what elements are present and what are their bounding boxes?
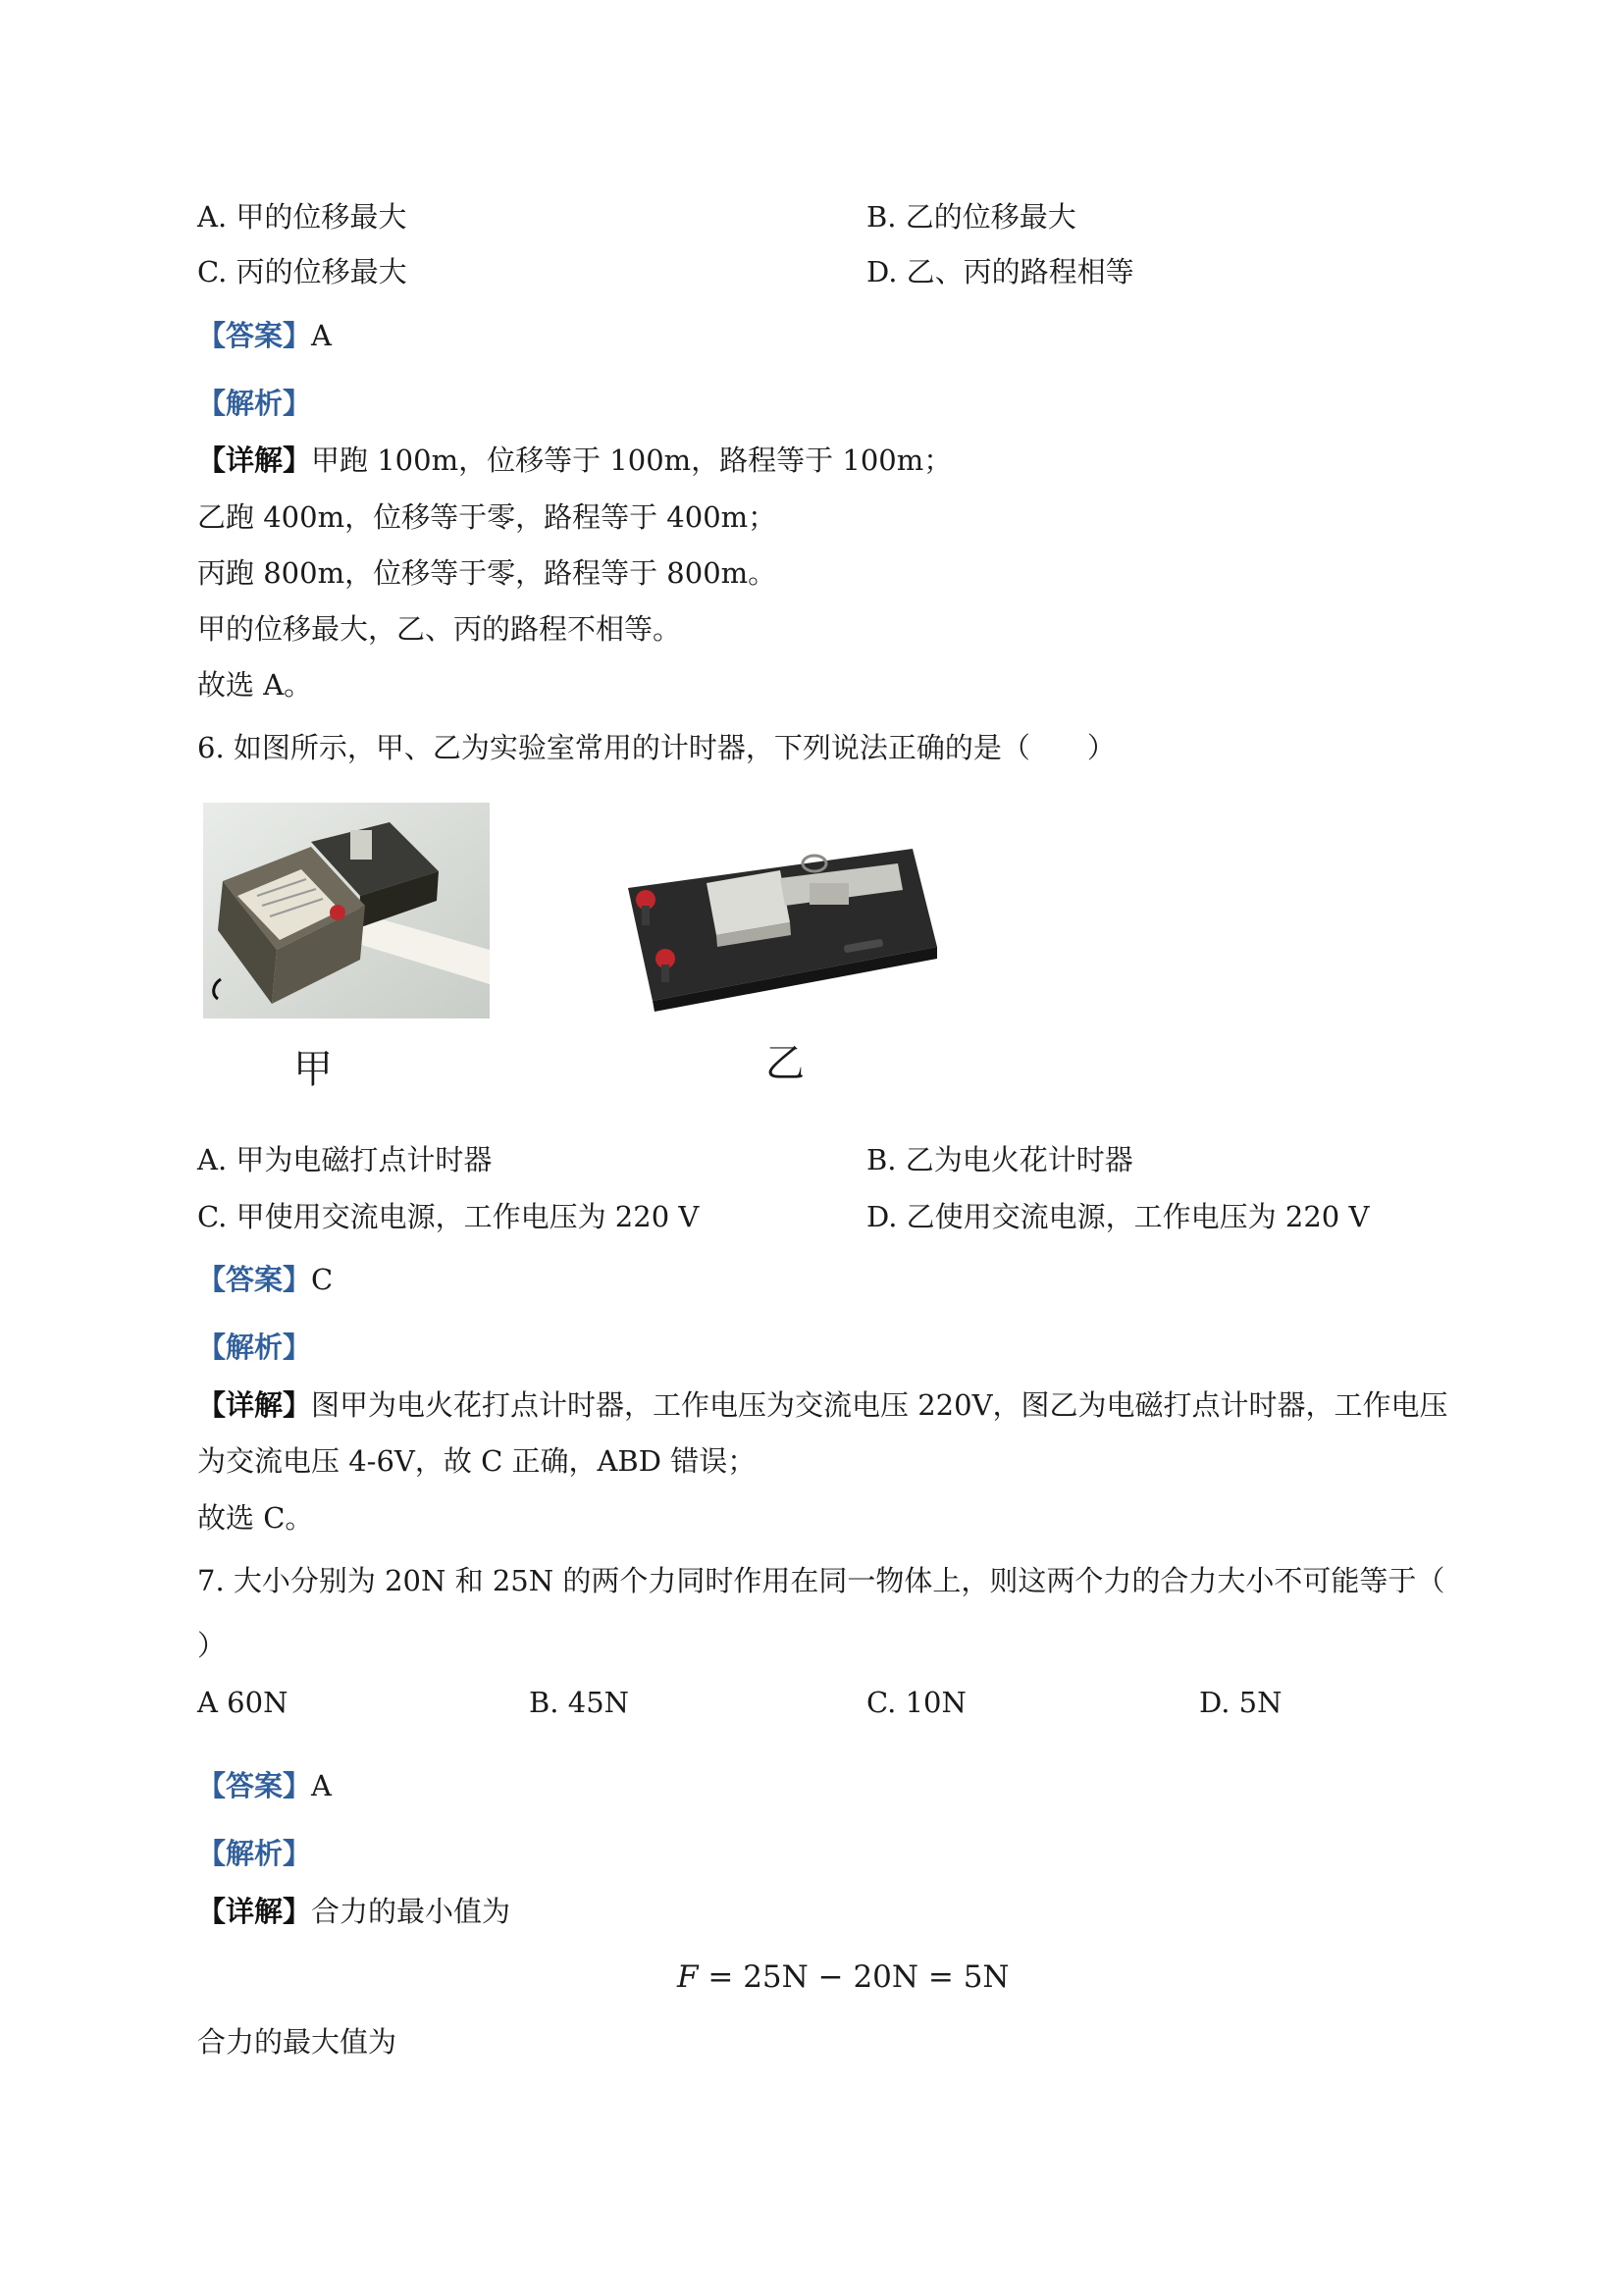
formula-variable: F (677, 1959, 699, 1995)
q6-option-b: B. 乙为电火花计时器 (866, 1143, 1133, 1176)
q7-option-d: D. 5N (1199, 1686, 1283, 1719)
q6-option-a: A. 甲为电磁打点计时器 (197, 1143, 493, 1176)
q5-option-d: D. 乙、丙的路程相等 (866, 255, 1134, 288)
q7-option-c: C. 10N (866, 1686, 967, 1719)
answer-label: 【答案】 (197, 1263, 312, 1296)
q7-detail-line-1: 【详解】合力的最小值为 (197, 1895, 511, 1928)
q6-option-c: C. 甲使用交流电源，工作电压为 220 V (197, 1200, 700, 1233)
q5-detail-line-2: 乙跑 400m，位移等于零，路程等于 400m； (197, 500, 777, 534)
q6-detail-line-1: 【详解】图甲为电火花打点计时器，工作电压为交流电压 220V，图乙为电磁打点计时器，工作电压 (197, 1388, 1448, 1422)
caption-jia: 甲 (293, 1047, 333, 1092)
q7-detail-line-2: 合力的最大值为 (197, 2025, 397, 2059)
answer-value: A (311, 319, 332, 352)
photo-spark-timer (203, 803, 490, 1018)
q7-analysis-label: 【解析】 (197, 1837, 312, 1870)
q7-answer (197, 1766, 332, 1805)
answer-value: A (311, 1769, 332, 1802)
caption-yi: 乙 (765, 1041, 805, 1086)
photo-electromagnetic-timer (618, 829, 942, 1016)
q7-question-line-2: ） (197, 1629, 227, 1662)
q6-detail-line-2: 为交流电压 4-6V，故 C 正确，ABD 错误； (197, 1444, 757, 1478)
detail-label: 【详解】 (197, 1388, 312, 1422)
q5-option-c: C. 丙的位移最大 (197, 255, 407, 288)
q7-question-line-1: 7. 大小分别为 20N 和 25N 的两个力同时作用在同一物体上，则这两个力的合力大小不可能等于（ (197, 1564, 1445, 1597)
q5-option-a: A. 甲的位移最大 (197, 200, 407, 234)
formula-expression: = 25N − 20N = 5N (698, 1959, 1010, 1995)
answer-label: 【答案】 (197, 1769, 312, 1802)
q5-answer (197, 316, 332, 355)
detail-label: 【详解】 (197, 444, 312, 477)
q7-option-a: A 60N (197, 1686, 288, 1719)
answer-label: 【答案】 (197, 319, 312, 352)
q5-option-b: B. 乙的位移最大 (866, 200, 1076, 234)
answer-value: C (311, 1263, 334, 1296)
q6-answer (197, 1260, 333, 1299)
q6-detail-line-3: 故选 C。 (197, 1501, 314, 1535)
q5-detail-line-1: 【详解】甲跑 100m，位移等于 100m，路程等于 100m； (197, 444, 953, 477)
q5-analysis-label: 【解析】 (197, 387, 312, 420)
q7-option-b: B. 45N (529, 1686, 630, 1719)
q5-detail-line-5: 故选 A。 (197, 668, 313, 702)
formula-min-force (677, 1957, 1010, 1997)
q5-detail-line-4: 甲的位移最大，乙、丙的路程不相等。 (197, 612, 682, 646)
q6-analysis-label: 【解析】 (197, 1331, 312, 1364)
detail-label: 【详解】 (197, 1895, 312, 1928)
spark-timer-illustration (203, 803, 490, 1018)
q6-option-d: D. 乙使用交流电源，工作电压为 220 V (866, 1200, 1370, 1233)
electromagnetic-timer-illustration (618, 829, 942, 1016)
q5-detail-line-3: 丙跑 800m，位移等于零，路程等于 800m。 (197, 556, 777, 590)
q6-question: 6. 如图所示，甲、乙为实验室常用的计时器，下列说法正确的是（ ） (197, 731, 1116, 764)
